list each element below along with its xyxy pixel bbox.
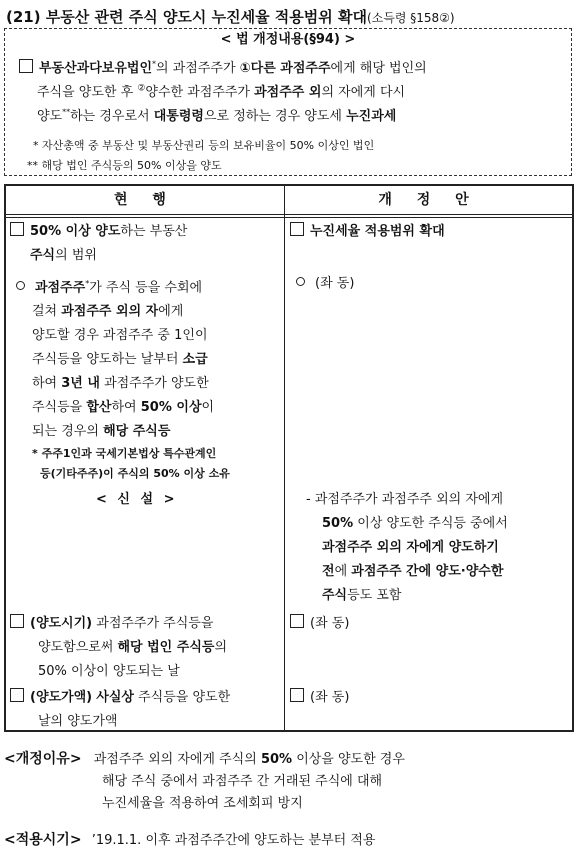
checkbox-icon	[10, 614, 24, 628]
summary-line-1: 부동산과다보유법인*의 과점주주가 ①다른 과점주주에게 해당 법인의	[19, 57, 427, 76]
title-law-ref: (소득령 §158②)	[366, 11, 455, 25]
comparison-table	[4, 184, 574, 732]
summary-line-2: 주식을 양도한 후 ②양수한 과점주주가 과점주주 외의 자에게 다시	[37, 83, 406, 100]
column-header-revised: 개 정 안	[285, 186, 572, 214]
current-row3: (양도시기) 과점주주가 주식등을 양도함으로써 해당 법인 주식등의 50% 이상이 양도되는 날	[10, 612, 227, 684]
effective-text: ’19.1.1. 이후 과점주주간에 양도하는 분부터 적용	[91, 833, 376, 848]
summary-header: < 법 개정내용(§94) >	[217, 32, 360, 47]
checkbox-icon	[290, 222, 304, 236]
current-row1: 50% 이상 양도하는 부동산 주식의 범위	[10, 220, 187, 268]
section-title	[6, 6, 576, 27]
circle-bullet-icon	[296, 277, 305, 286]
summary-note-1: * 자산총액 중 부동산 및 부동산권리 등의 보유비율이 50% 이상인 법인	[33, 139, 375, 152]
revised-row3: - 과점주주가 과점주주 외의 자에게 50% 이상 양도한 주식등 중에서 과점주주 외의 자에게 양도하기 전에 과점주주 간에 양도·양수한 주식등도 포함	[306, 492, 508, 603]
current-row4: (양도가액) 사실상 주식등을 양도한 날의 양도가액	[10, 686, 230, 734]
amendment-reason: <개정이유> 과점주주 외의 자에게 주식의 50% 이상을 양도한 경우 해당 주식 중에서 과점주주 간 거래된 주식에 대해 누진세율을 적용하여 조세회피 방지	[4, 751, 405, 811]
revised-row1: 누진세율 적용범위 확대	[290, 220, 445, 244]
effective-date	[4, 829, 574, 849]
revised-row2: (좌 동)	[296, 272, 354, 296]
current-row2-notes: * 주주1인과 국세기본법상 특수관계인 등(기타주주)이 주식의 50% 이상 소유	[32, 447, 230, 480]
effective-label: <적용시기>	[4, 832, 82, 848]
reason-label: <개정이유>	[4, 751, 82, 767]
checkbox-icon	[290, 688, 304, 702]
current-row2: 과점주주*가 주식 등을 수회에 걸쳐 과점주주 외의 자에게 양도할 경우 과점주주 중 1인이 주식등을 양도하는 날부터 소급 하여 3년 내 과점주주가 양도한 주식등을 합산하여 50% 이상이 되는 경우의 해당 주식등	[16, 272, 214, 444]
new-provision-marker: < 신 설 >	[96, 492, 178, 507]
summary-note-2: ** 해당 법인 주식등의 50% 이상을 양도	[27, 159, 222, 172]
column-header-current: 현 행	[6, 186, 285, 214]
circle-bullet-icon	[16, 281, 25, 290]
law-amendment-summary	[4, 28, 572, 176]
revised-row4: (좌 동)	[290, 612, 349, 636]
revised-row5: (좌 동)	[290, 686, 349, 710]
checkbox-icon	[290, 614, 304, 628]
summary-line-3: 양도**하는 경우로서 대통령령으로 정하는 경우 양도세 누진과세	[37, 107, 397, 124]
checkbox-icon	[10, 688, 24, 702]
title-text: (21) 부동산 관련 주식 양도시 누진세율 적용범위 확대	[6, 8, 367, 26]
checkbox-icon	[19, 59, 33, 73]
header-divider	[6, 214, 572, 218]
checkbox-icon	[10, 222, 24, 236]
column-divider	[284, 214, 285, 730]
